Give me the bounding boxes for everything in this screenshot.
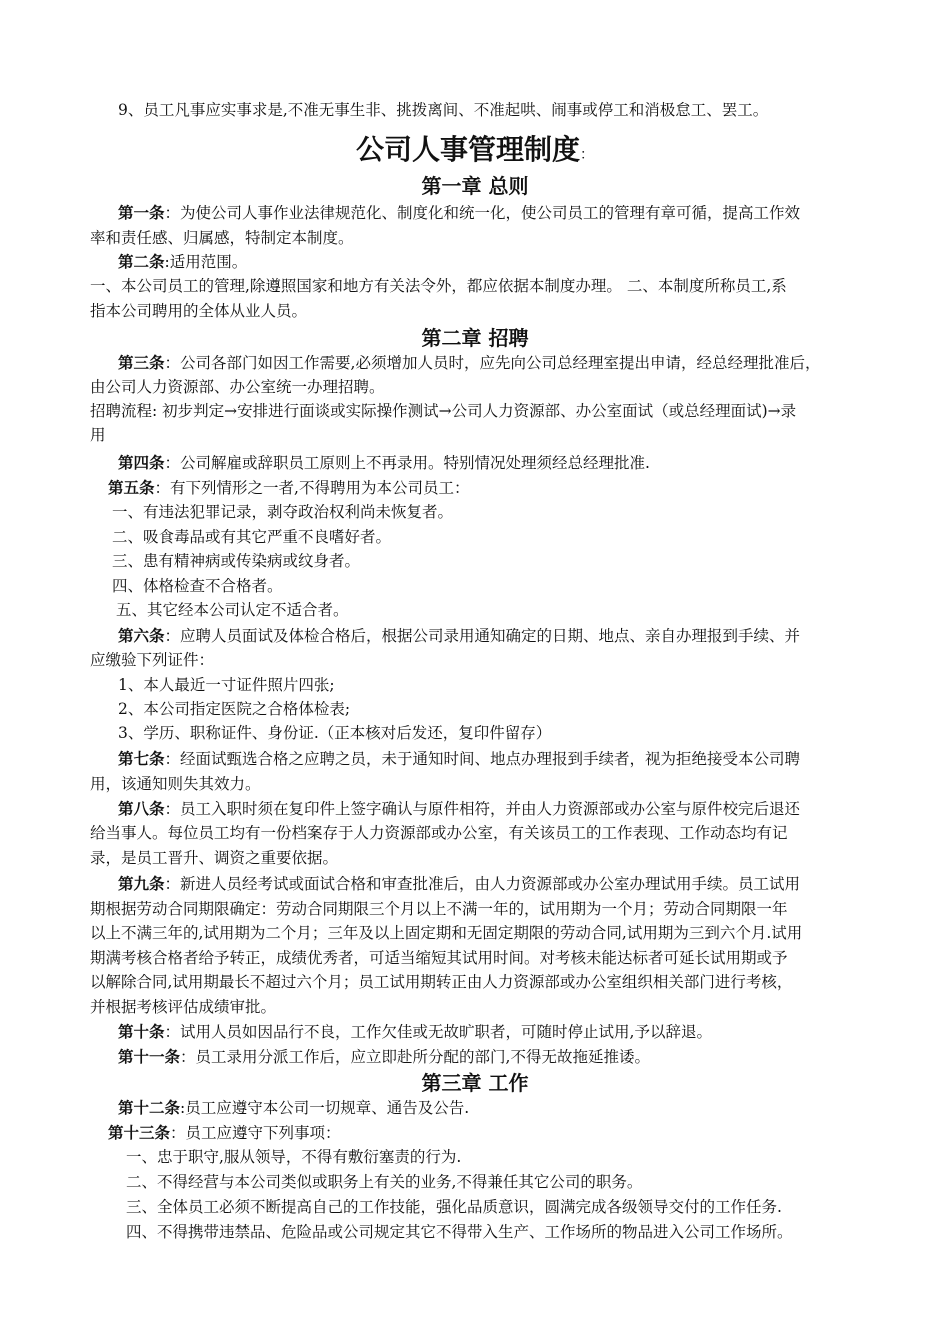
article-6-item: 3、学历、职称证件、身份证.（正本核对后发还，复印件留存） xyxy=(118,724,552,742)
article-9-label: 第九条 xyxy=(118,875,165,893)
article-5-item: 五、其它经本公司认定不适合者。 xyxy=(116,601,349,619)
article-9-line-6: 并根据考核评估成绩审批。 xyxy=(90,998,277,1016)
article-11-line xyxy=(118,1045,860,1070)
article-8-line-1 xyxy=(118,797,860,822)
recruit-flow-line-2: 用 xyxy=(90,426,106,444)
article-2-line-1 xyxy=(118,250,860,275)
article-3-line-1 xyxy=(118,351,860,376)
chapter-2-heading: 第二章 招聘 xyxy=(421,326,529,350)
article-9-line-2: 期根据劳动合同期限确定：劳动合同期限三个月以上不满一年的，试用期为一个月；劳动合同期限一年 xyxy=(90,900,788,918)
title-text: 公司人事管理制度 xyxy=(355,133,580,166)
article-12-text: :员工应遵守本公司一切规章、通告及公告. xyxy=(180,1099,470,1117)
article-5-item: 一、有违法犯罪记录，剥夺政治权利尚未恢复者。 xyxy=(112,503,454,521)
article-12-line xyxy=(118,1096,860,1121)
article-3-line-2: 由公司人力资源部、办公室统一办理招聘。 xyxy=(90,378,385,396)
article-9-line-1 xyxy=(118,872,860,897)
article-9-line-5: 以解除合同,试用期最长不超过六个月；员工试用期转正由人力资源部或办公室组织相关部门进行考核， xyxy=(90,973,793,991)
article-13-item: 三、全体员工必须不断提高自己的工作技能，强化品质意识，圆满完成各级领导交付的工作任务. xyxy=(126,1198,782,1216)
article-4-line xyxy=(118,451,860,476)
article-6-text: ：应聘人员面试及体检合格后，根据公司录用通知确定的日期、地点、亲自办理报到手续、并 xyxy=(164,627,801,645)
article-6-label: 第六条 xyxy=(118,627,165,645)
article-7-line-1 xyxy=(118,747,860,772)
article-10-text: ：试用人员如因品行不良，工作欠佳或无故旷职者，可随时停止试用,予以辞退。 xyxy=(164,1023,712,1041)
article-5-label: 第五条 xyxy=(108,479,155,497)
article-9-line-4: 期满考核合格者给予转正，成绩优秀者，可适当缩短其试用时间。对考核未能达标者可延长试用期或予 xyxy=(90,949,788,967)
article-3-text: ：公司各部门如因工作需要,必须增加人员时，应先向公司总经理室提出申请，经总经理批准后， xyxy=(164,354,821,372)
document-title xyxy=(0,132,950,173)
article-1-label: 第一条 xyxy=(118,204,165,222)
article-8-text: ：员工入职时须在复印件上签字确认与原件相符，并由人力资源部或办公室与原件校完后退还 xyxy=(164,800,801,818)
article-6-item: 1、本人最近一寸证件照片四张; xyxy=(118,676,335,694)
article-12-label: 第十二条 xyxy=(118,1099,181,1117)
article-5-line xyxy=(108,476,860,501)
article-13-item: 四、不得携带违禁品、危险品或公司规定其它不得带入生产、工作场所的物品进入公司工作场所。 xyxy=(126,1223,793,1241)
article-2-line-3: 指本公司聘用的全体从业人员。 xyxy=(90,302,308,320)
article-5-item: 三、患有精神病或传染病或纹身者。 xyxy=(112,552,361,570)
article-6-line-2: 应缴验下列证件： xyxy=(90,651,215,669)
article-13-item: 一、忠于职守,服从领导，不得有敷衍塞责的行为. xyxy=(126,1148,462,1166)
chapter-3-heading: 第三章 工作 xyxy=(421,1071,529,1095)
article-13-label: 第十三条 xyxy=(108,1124,171,1142)
article-13-line xyxy=(108,1121,860,1146)
intro-line: 9、员工凡事应实事求是,不准无事生非、挑拨离间、不准起哄、闹事或停工和消极怠工、罢工。 xyxy=(118,101,769,119)
article-9-text: ：新进人员经考试或面试合格和审查批准后，由人力资源部或办公室办理试用手续。员工试用 xyxy=(164,875,801,893)
article-2-label: 第二条 xyxy=(118,253,165,271)
article-7-label: 第七条 xyxy=(118,750,165,768)
article-3-label: 第三条 xyxy=(118,354,165,372)
recruit-flow-line-1: 招聘流程: 初步判定→安排进行面谈或实际操作测试→公司人力资源部、办公室面试（或总经理面试)→录 xyxy=(90,402,797,420)
article-6-item: 2、本公司指定医院之合格体检表; xyxy=(118,700,351,718)
article-13-text: ：员工应遵守下列事项： xyxy=(170,1124,341,1142)
article-8-label: 第八条 xyxy=(118,800,165,818)
article-1-line-2: 率和责任感、归属感，特制定本制度。 xyxy=(90,229,354,247)
article-4-label: 第四条 xyxy=(118,454,165,472)
article-8-line-3: 录，是员工晋升、调资之重要依据。 xyxy=(90,849,339,867)
article-5-item: 二、吸食毒品或有其它严重不良嗜好者。 xyxy=(112,528,392,546)
chapter-1-heading: 第一章 总则 xyxy=(421,174,529,198)
article-8-line-2: 给当事人。每位员工均有一份档案存于人力资源部或办公室，有关该员工的工作表现、工作动态均有记 xyxy=(90,824,788,842)
article-5-item: 四、体格检查不合格者。 xyxy=(112,577,283,595)
article-7-line-2: 用，该通知则失其效力。 xyxy=(90,775,261,793)
article-11-text: ：员工录用分派工作后，应立即赴所分配的部门,不得无故拖延推诿。 xyxy=(180,1048,650,1066)
article-4-text: ：公司解雇或辞职员工原则上不再录用。特别情况处理须经总经理批准. xyxy=(164,454,650,472)
article-2-line-2: 一、本公司员工的管理,除遵照国家和地方有关法令外，都应依据本制度办理。 二、本制度所称员工,系 xyxy=(90,277,787,295)
article-13-item: 二、不得经营与本公司类似或职务上有关的业务,不得兼任其它公司的职务。 xyxy=(126,1173,643,1191)
article-7-text: ：经面试甄选合格之应聘之员，未于通知时间、地点办理报到手续者，视为拒绝接受本公司聘 xyxy=(164,750,801,768)
article-9-line-3: 以上不满三年的,试用期为二个月；三年及以上固定期和无固定期限的劳动合同,试用期为三到六个月.试用 xyxy=(90,924,803,942)
article-1-text: ：为使公司人事作业法律规范化、制度化和统一化，使公司员工的管理有章可循，提高工作效 xyxy=(164,204,801,222)
title-mark: ： xyxy=(580,147,594,163)
article-5-text: ：有下列情形之一者,不得聘用为本公司员工： xyxy=(154,479,470,497)
article-10-label: 第十条 xyxy=(118,1023,165,1041)
article-2-text: :适用范围。 xyxy=(164,253,248,271)
article-11-label: 第十一条 xyxy=(118,1048,181,1066)
article-1-line-1 xyxy=(118,201,860,226)
article-6-line-1 xyxy=(118,624,860,649)
article-10-line xyxy=(118,1020,860,1045)
